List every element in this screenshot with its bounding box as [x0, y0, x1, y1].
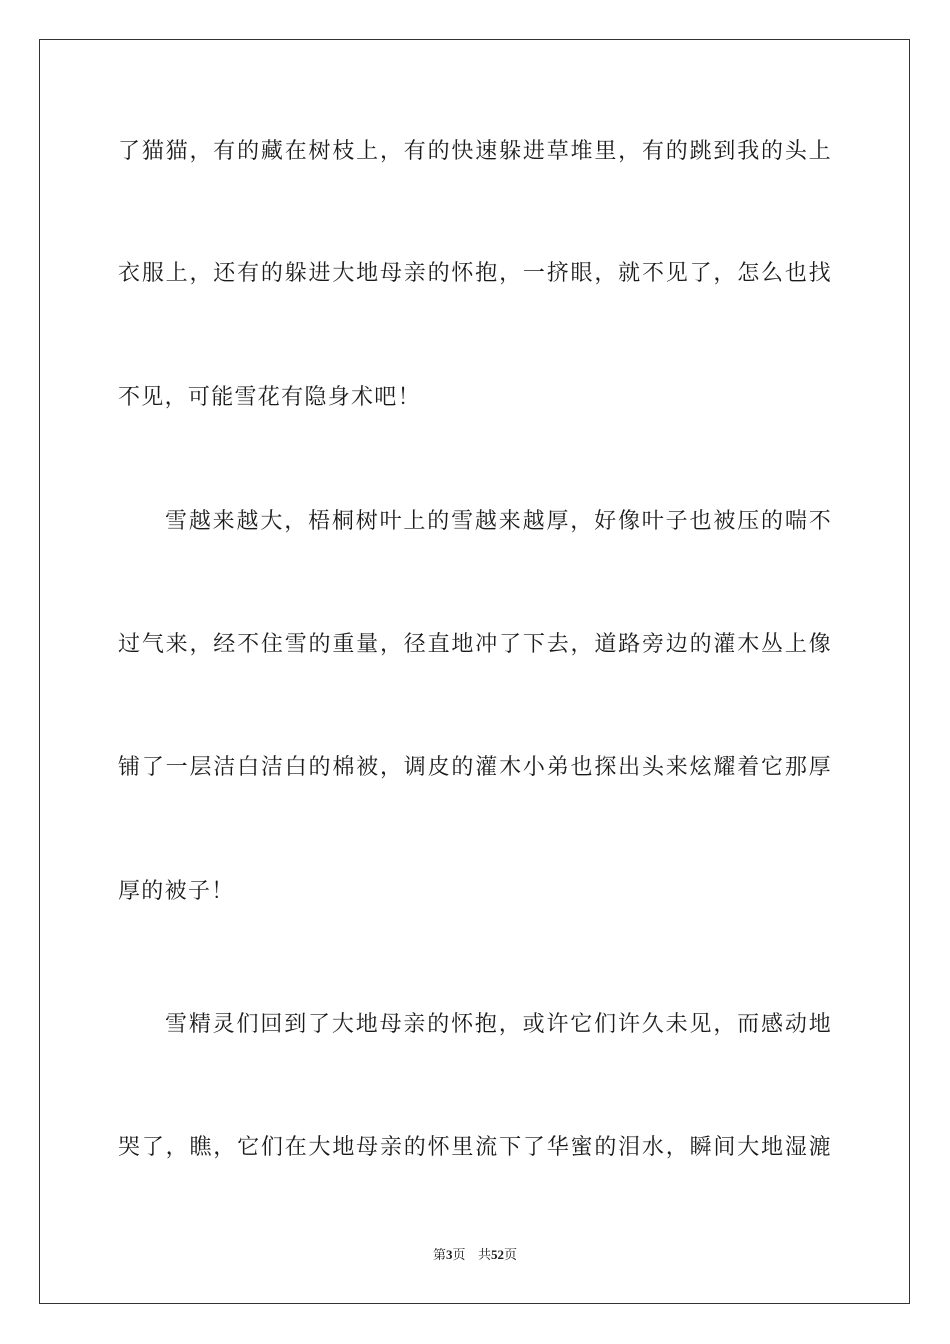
page-label-suffix: 页	[452, 1248, 466, 1263]
text-line-8: 雪精灵们回到了大地母亲的怀抱，或许它们许久未见，而感动地	[165, 1012, 832, 1037]
text-line-3: 不见，可能雪花有隐身术吧！	[118, 385, 421, 410]
text-line-9: 哭了，瞧，它们在大地母亲的怀里流下了华蜜的泪水，瞬间大地湿漉	[118, 1135, 832, 1160]
text-line-7: 厚的被子！	[118, 879, 235, 904]
page-number: 3	[446, 1247, 453, 1262]
total-label-suffix: 页	[503, 1248, 517, 1263]
total-pages: 52	[490, 1247, 504, 1262]
page-footer	[0, 1246, 950, 1265]
text-line-6: 铺了一层洁白洁白的棉被，调皮的灌木小弟也探出头来炫耀着它那厚	[118, 755, 832, 780]
total-label-prefix: 共	[477, 1248, 491, 1263]
text-line-2: 衣服上，还有的躲进大地母亲的怀抱，一挤眼，就不见了，怎么也找	[118, 261, 832, 286]
text-line-1: 了猫猫，有的藏在树枝上，有的快速躲进草堆里，有的跳到我的头上	[118, 139, 832, 164]
text-line-4: 雪越来越大，梧桐树叶上的雪越来越厚，好像叶子也被压的喘不	[165, 509, 832, 534]
page-label-prefix: 第	[433, 1248, 447, 1263]
text-line-5: 过气来，经不住雪的重量，径直地冲了下去，道路旁边的灌木丛上像	[118, 632, 832, 657]
page-border	[39, 39, 910, 1304]
